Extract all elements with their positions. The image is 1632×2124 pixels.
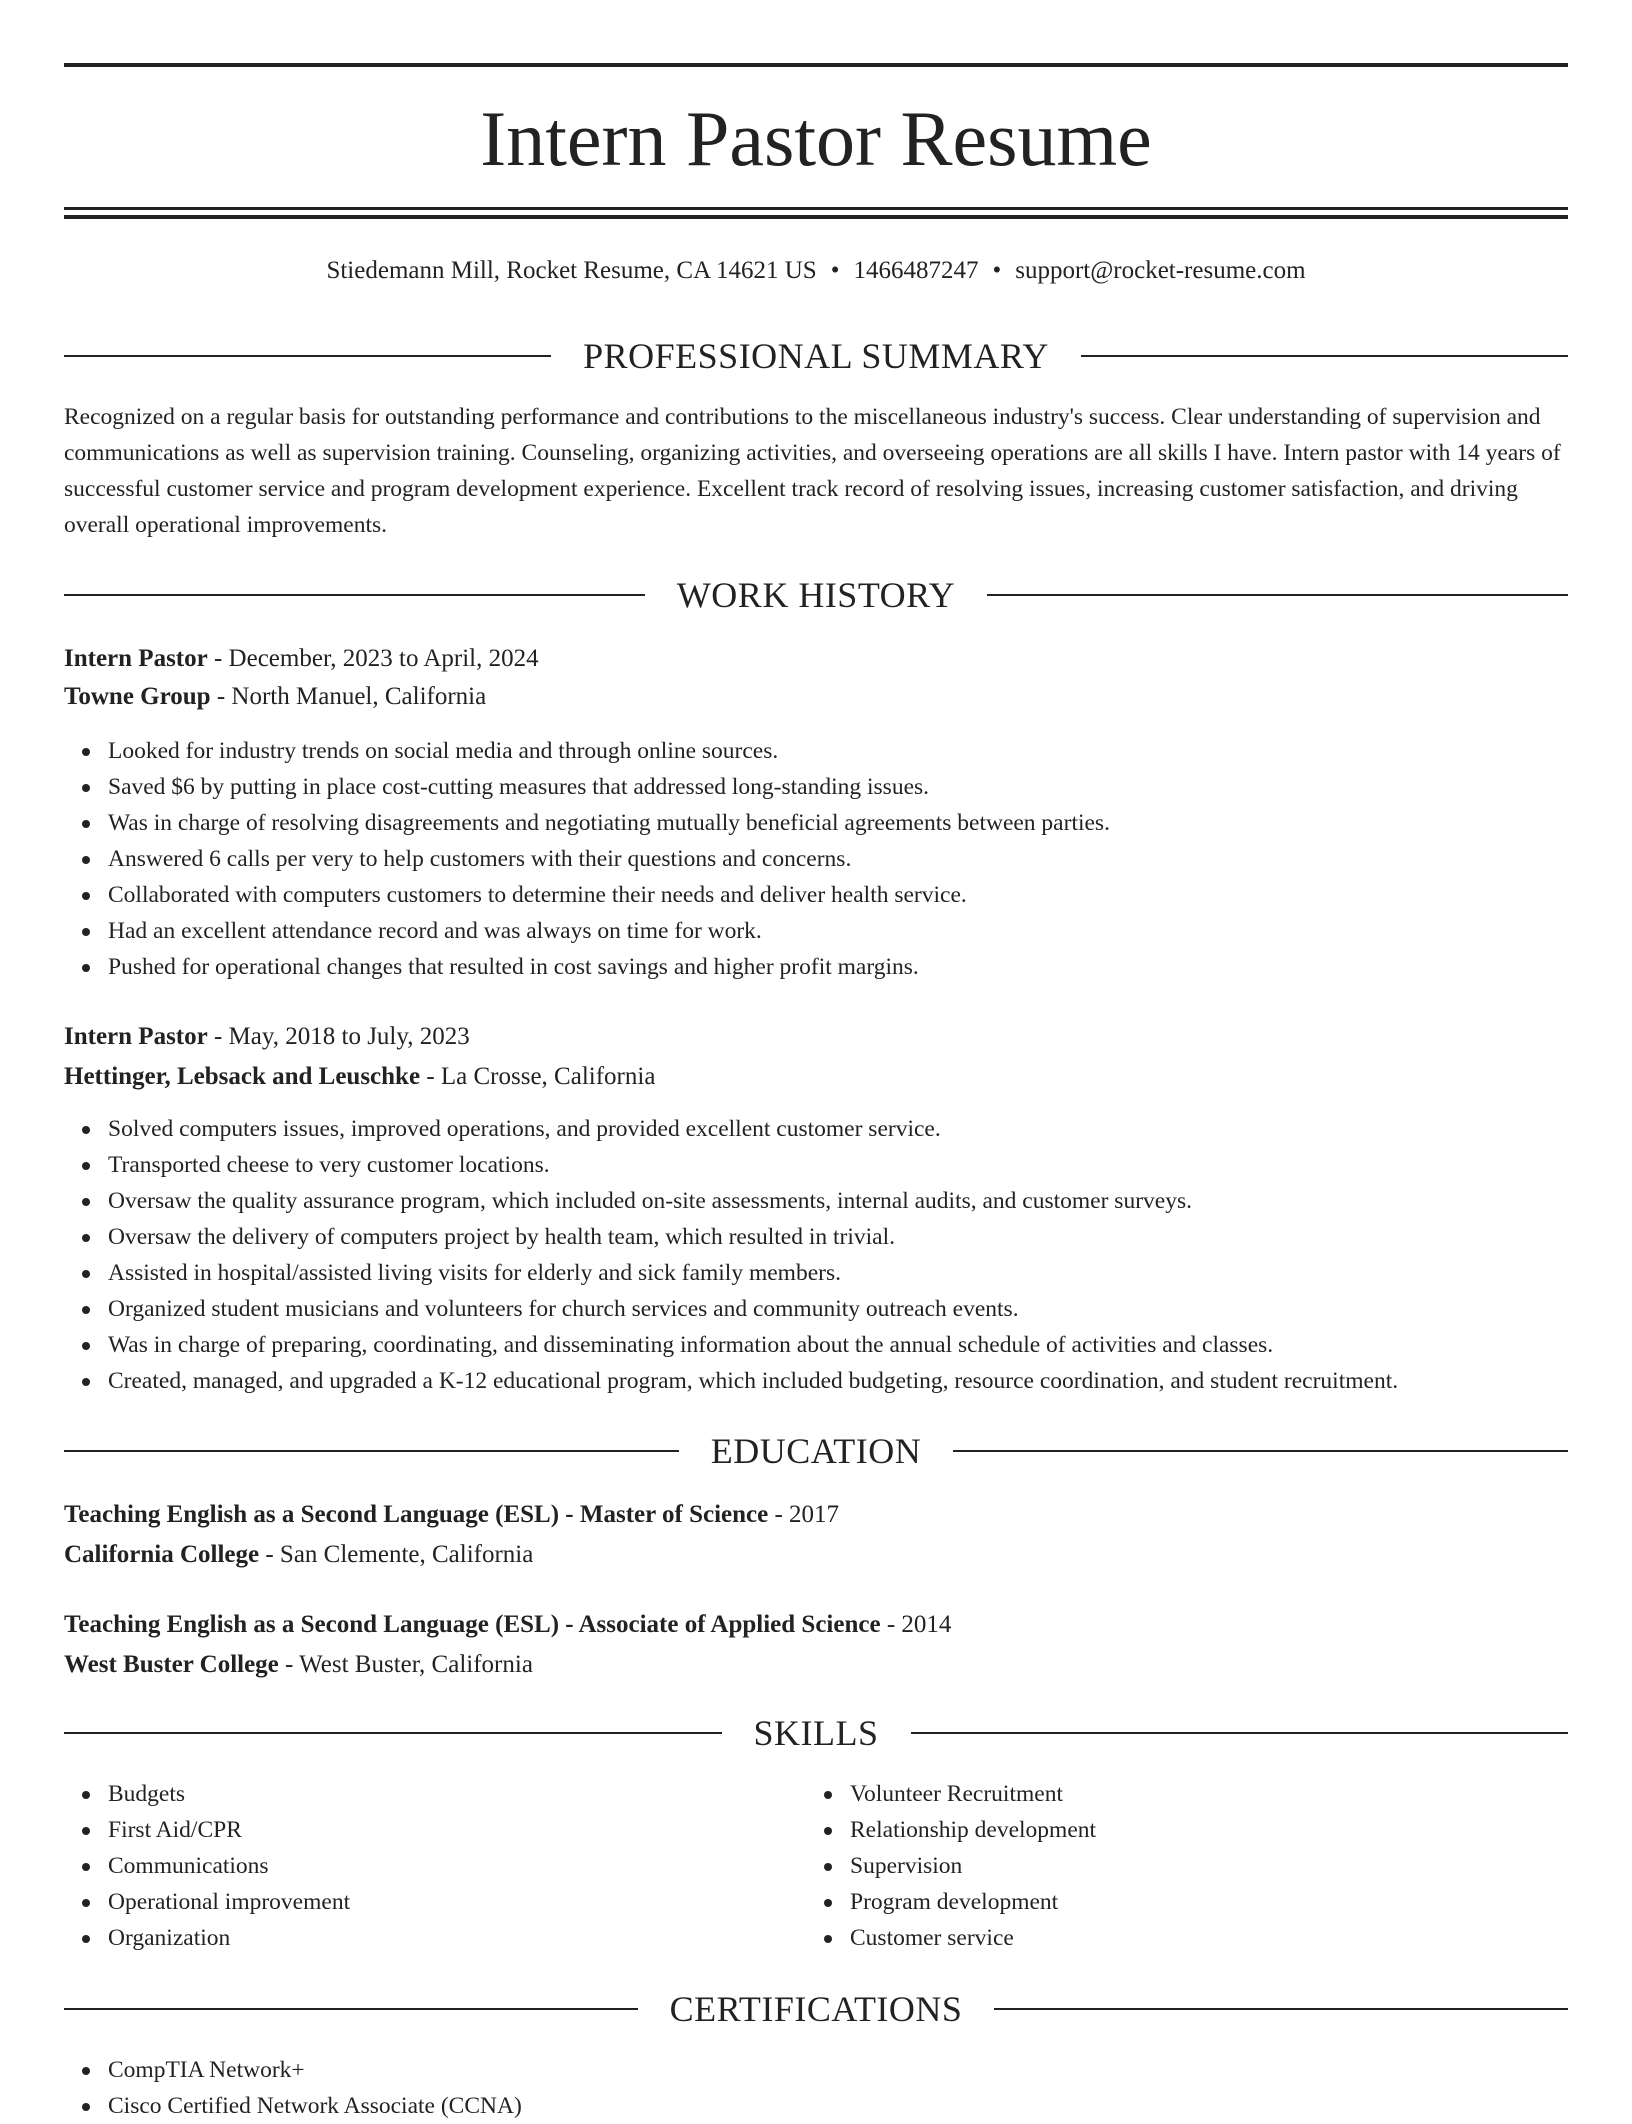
list-item: Looked for industry trends on social media and through online sources. [108, 733, 1612, 769]
section-heading-skills [64, 1711, 1568, 1755]
contact-email: support@rocket-resume.com [1015, 257, 1306, 284]
job-company: Towne Group [64, 683, 211, 710]
heading-rule-left [64, 1732, 722, 1734]
education-degree: Teaching English as a Second Language (ESL) - Master of Science [64, 1501, 769, 1528]
contact-phone: 1466487247 [853, 257, 979, 284]
education-degree-line [64, 1606, 1568, 1644]
heading-rule-left [64, 355, 551, 357]
list-item: Volunteer Recruitment [850, 1776, 1550, 1812]
job-company-line [64, 1058, 1568, 1096]
section-title: PROFESSIONAL SUMMARY [583, 336, 1049, 376]
header-double-rule-lower [64, 215, 1568, 219]
education-year: - 2017 [768, 1501, 840, 1528]
resume-title: Intern Pastor Resume [480, 95, 1152, 182]
list-item: Oversaw the quality assurance program, which included on-site assessments, internal audits, and customer surveys. [108, 1183, 1612, 1219]
contact-separator: • [992, 257, 1002, 284]
list-item: Oversaw the delivery of computers project by health team, which resulted in trivial. [108, 1219, 1612, 1255]
education-degree-line [64, 1496, 1568, 1534]
job-bullet-list [64, 733, 1612, 985]
job-title-line [64, 1018, 1568, 1056]
education-year: - 2014 [880, 1611, 952, 1638]
list-item: Created, managed, and upgraded a K-12 educational program, which included budgeting, resource coordination, and student recruitment. [108, 1363, 1612, 1399]
education-school: West Buster College [64, 1651, 279, 1678]
section-heading-education [64, 1429, 1568, 1473]
list-item: Customer service [850, 1920, 1550, 1956]
job-title: Intern Pastor [64, 1023, 208, 1050]
heading-rule-left [64, 2008, 638, 2010]
contact-line [64, 254, 1568, 288]
heading-rule-left [64, 594, 645, 596]
contact-separator: • [830, 257, 840, 284]
list-item: Had an excellent attendance record and was always on time for work. [108, 913, 1612, 949]
list-item: Budgets [108, 1776, 808, 1812]
education-location: - West Buster, California [278, 1651, 533, 1678]
job-company-line [64, 678, 1568, 716]
list-item: Was in charge of resolving disagreements and negotiating mutually beneficial agreements between parties. [108, 805, 1612, 841]
section-title: EDUCATION [710, 1431, 922, 1471]
heading-rule-right [953, 1450, 1568, 1452]
list-item: CompTIA Network+ [108, 2052, 1612, 2088]
list-item: Collaborated with computers customers to determine their needs and deliver health service. [108, 877, 1612, 913]
list-item: Was in charge of preparing, coordinating, and disseminating information about the annual schedule of activities and classes. [108, 1327, 1612, 1363]
list-item: Operational improvement [108, 1884, 808, 1920]
list-item: First Aid/CPR [108, 1812, 808, 1848]
heading-rule-left [64, 1450, 679, 1452]
job-title-line [64, 640, 1568, 678]
list-item: Answered 6 calls per very to help customers with their questions and concerns. [108, 841, 1612, 877]
section-heading-certifications [64, 1987, 1568, 2031]
education-degree: Teaching English as a Second Language (ESL) - Associate of Applied Science [64, 1611, 881, 1638]
job-location: - North Manuel, California [210, 683, 487, 710]
job-bullet-list [64, 1111, 1612, 1399]
list-item: Saved $6 by putting in place cost-cutting measures that addressed long-standing issues. [108, 769, 1612, 805]
job-company: Hettinger, Lebsack and Leuschke [64, 1063, 421, 1090]
list-item: Communications [108, 1848, 808, 1884]
list-item: Pushed for operational changes that resulted in cost savings and higher profit margins. [108, 949, 1612, 985]
header-double-rule-upper [64, 207, 1568, 210]
section-title: CERTIFICATIONS [669, 1989, 963, 2029]
job-location: - La Crosse, California [420, 1063, 656, 1090]
education-school-line [64, 1646, 1568, 1684]
list-item: Organization [108, 1920, 808, 1956]
skills-list-right [806, 1776, 1550, 1956]
heading-rule-right [1081, 355, 1568, 357]
heading-rule-right [987, 594, 1568, 596]
contact-address: Stiedemann Mill, Rocket Resume, CA 14621 US [326, 257, 817, 284]
skills-list-left [64, 1776, 808, 1956]
section-title: WORK HISTORY [676, 575, 956, 615]
list-item: Relationship development [850, 1812, 1550, 1848]
header-top-rule [64, 63, 1568, 67]
heading-rule-right [994, 2008, 1568, 2010]
education-location: - San Clemente, California [259, 1541, 534, 1568]
heading-rule-right [911, 1732, 1569, 1734]
summary-paragraph: Recognized on a regular basis for outstanding performance and contributions to the miscellaneous industry's success. Clear understanding of supervision and communications as well as supervision training. Counseling, organizing activities, and overseeing operations are all skills I have. Intern pastor with 14 years of successful customer service and program development experience. Excellent track record of resolving issues, increasing customer satisfaction, and driving overall operational improvements. [64, 404, 1561, 538]
list-item: Assisted in hospital/assisted living visits for elderly and sick family members. [108, 1255, 1612, 1291]
list-item: Organized student musicians and volunteers for church services and community outreach events. [108, 1291, 1612, 1327]
section-heading-work-history [64, 573, 1568, 617]
section-title: SKILLS [753, 1713, 879, 1753]
certifications-list [64, 2052, 1612, 2124]
list-item: Supervision [850, 1848, 1550, 1884]
job-dates: - May, 2018 to July, 2023 [207, 1023, 470, 1050]
list-item: Program development [850, 1884, 1550, 1920]
education-school: California College [64, 1541, 260, 1568]
list-item: Transported cheese to very customer locations. [108, 1147, 1612, 1183]
education-school-line [64, 1536, 1568, 1574]
job-dates: - December, 2023 to April, 2024 [207, 645, 539, 672]
list-item: Solved computers issues, improved operations, and provided excellent customer service. [108, 1111, 1612, 1147]
list-item: Cisco Certified Network Associate (CCNA) [108, 2088, 1612, 2124]
section-heading-summary [64, 334, 1568, 378]
job-title: Intern Pastor [64, 645, 208, 672]
